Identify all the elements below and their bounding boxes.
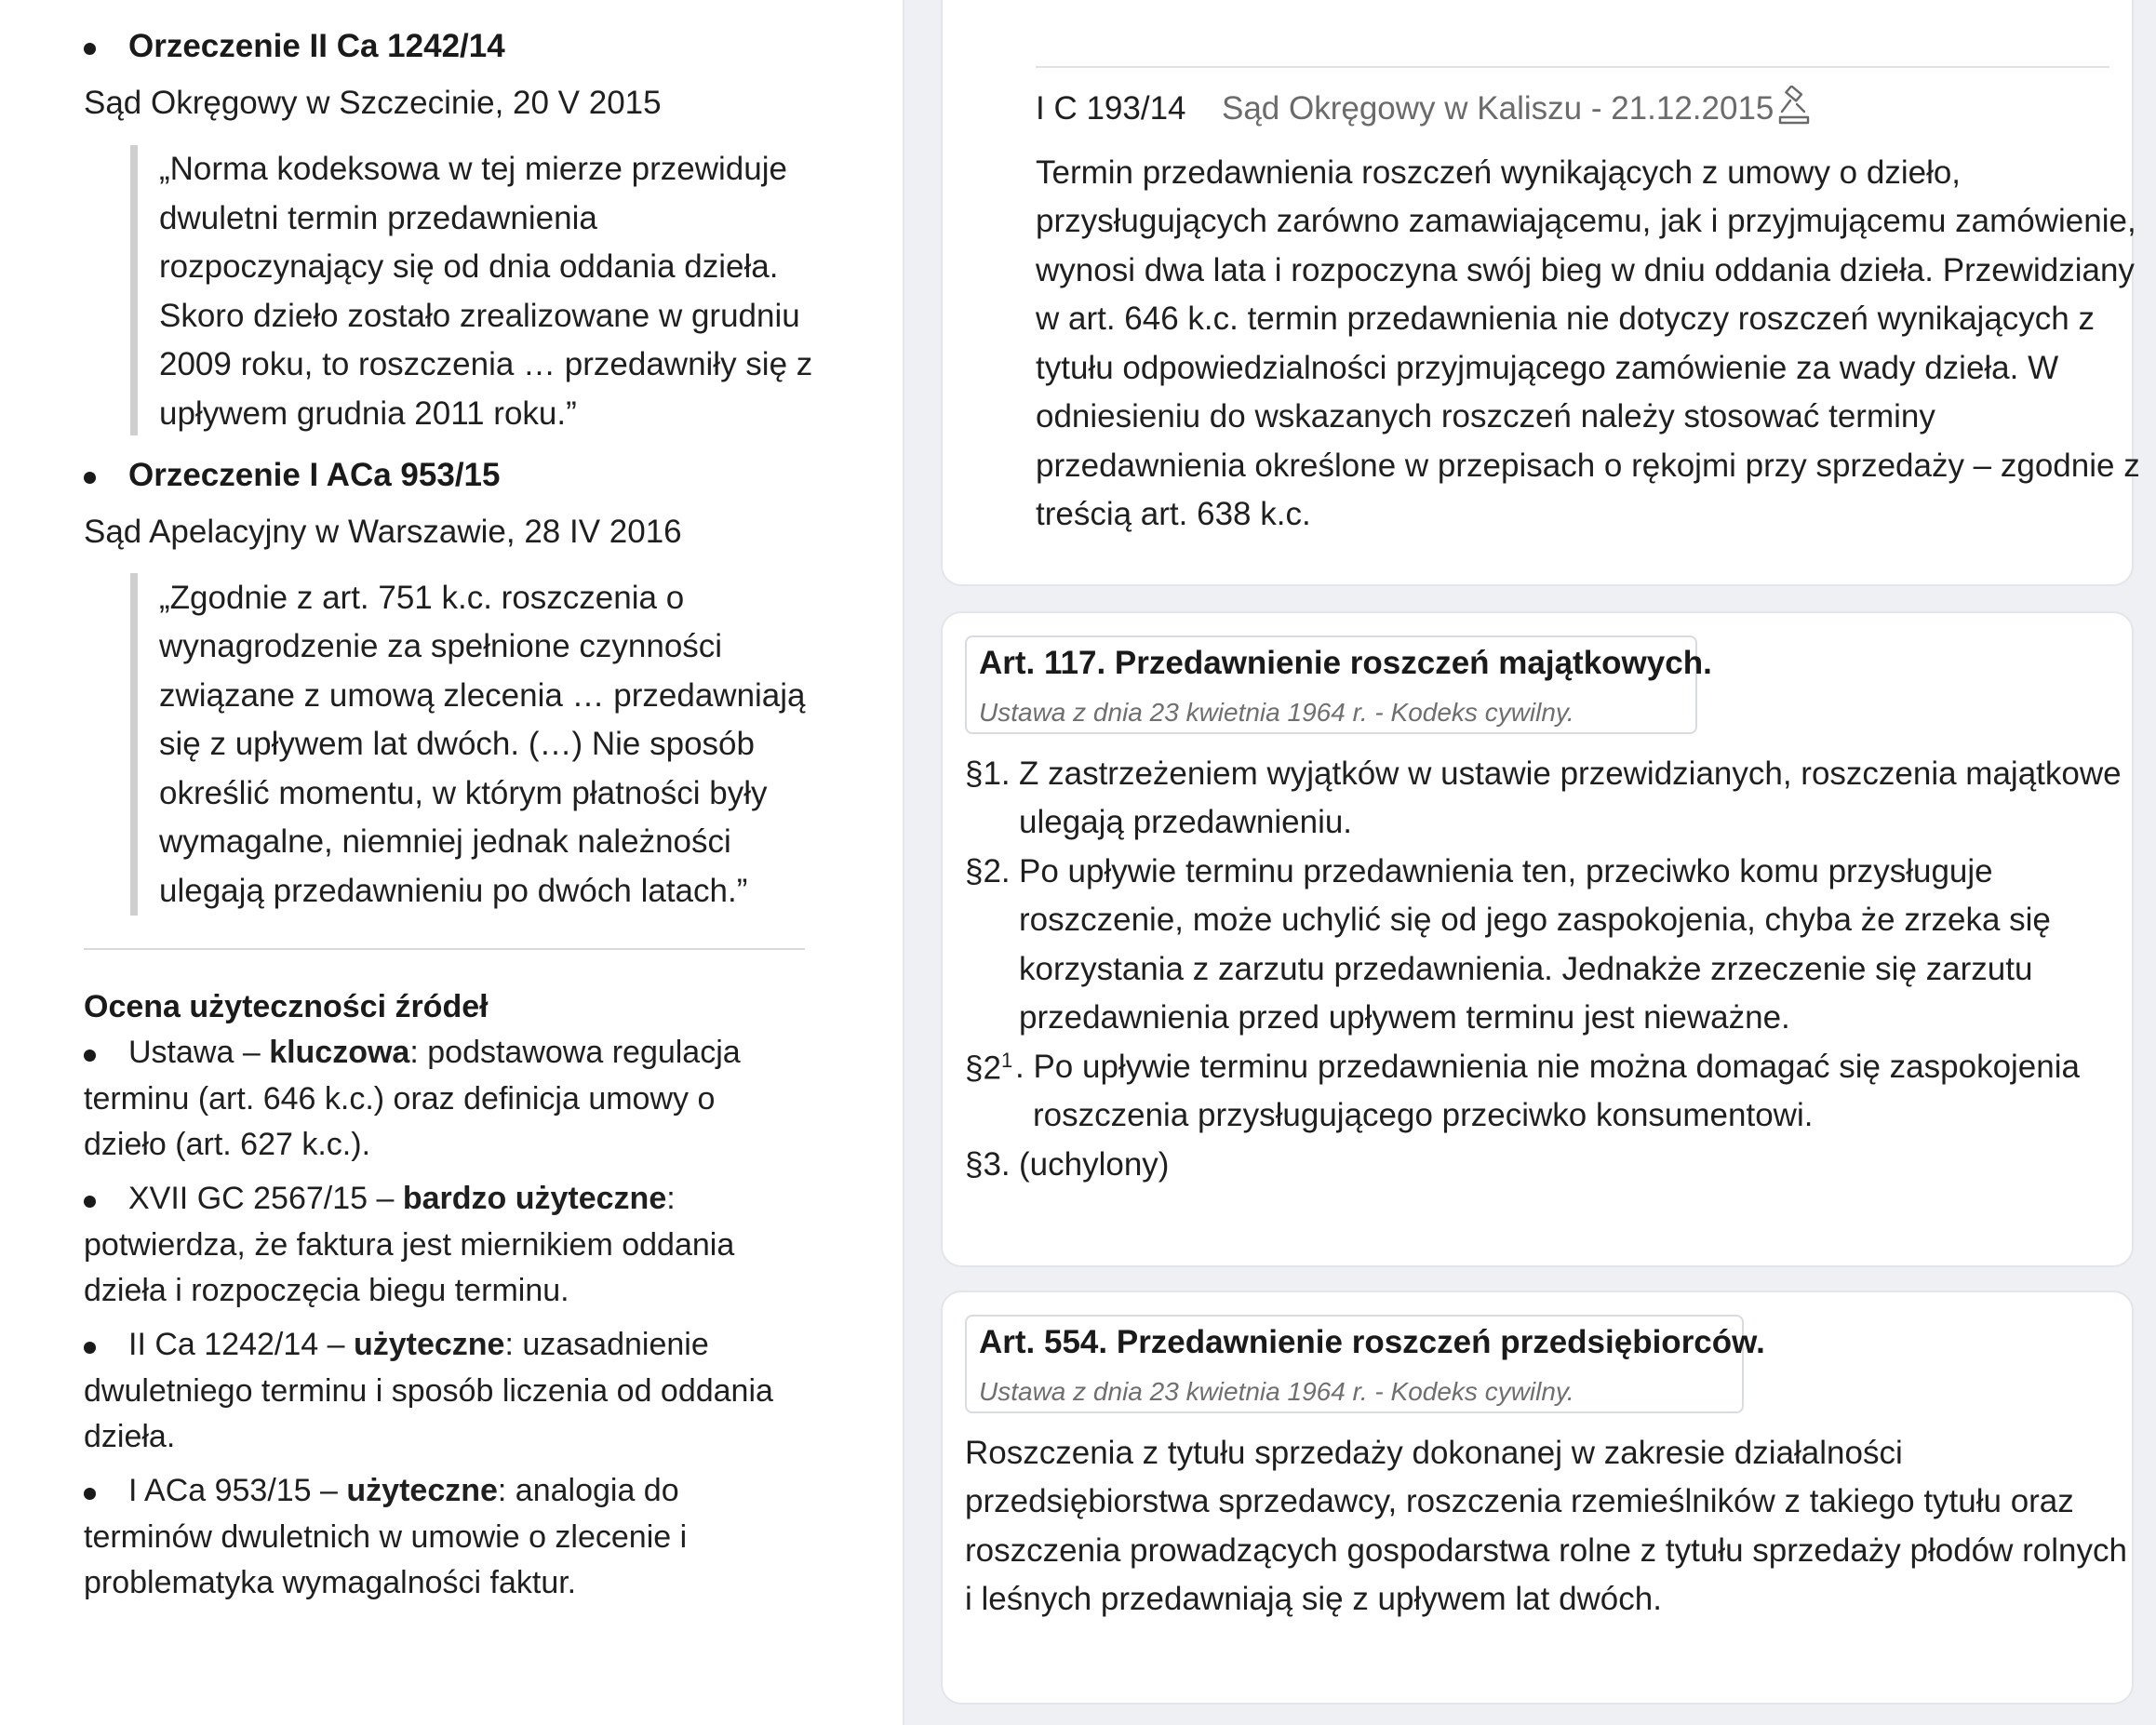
evaluation-item-first-line: Ustawa – kluczowa: podstawowa regulacja bbox=[128, 1035, 741, 1070]
paragraph-line: korzystania z zarzutu przedawnienia. Jednakże zrzeczenie się zarzutu bbox=[1019, 951, 2033, 987]
quote-bar bbox=[130, 573, 138, 916]
paragraph-line: Z zastrzeżeniem wyjątków w ustawie przewidzianych, roszczenia majątkowe bbox=[1019, 756, 2122, 792]
ruling-text-line: treścią art. 638 k.c. bbox=[1036, 496, 1311, 532]
evaluation-item-first-line: XVII GC 2567/15 – bardzo użyteczne: bbox=[128, 1181, 676, 1216]
quote-line: „Zgodnie z art. 751 k.c. roszczenia o bbox=[159, 580, 685, 616]
bullet-icon bbox=[84, 472, 96, 484]
quote-line: się z upływem lat dwóch. (…) Nie sposób bbox=[159, 726, 755, 762]
ruling-text-line: przysługujących zarówno zamawiającemu, jak i przyjmującemu zamówienie, bbox=[1036, 203, 2136, 239]
paragraph-line: ulegają przedawnieniu. bbox=[1019, 804, 1353, 840]
bullet-icon bbox=[84, 43, 96, 55]
ruling-text-line: wynosi dwa lata i rozpoczyna swój bieg w dniu oddania dzieła. Przewidziany bbox=[1036, 252, 2135, 288]
quote-line: wymagalne, niemniej jednak należności bbox=[159, 823, 731, 860]
ruling-text-line: Termin przedawnienia roszczeń wynikających z umowy o dzieło, bbox=[1036, 154, 1962, 191]
quote-line: dwuletni termin przedawnienia bbox=[159, 200, 597, 236]
quote-line: określić momentu, w którym płatności były bbox=[159, 775, 768, 811]
quote-line: „Norma kodeksowa w tej mierze przewiduje bbox=[159, 151, 787, 187]
ruling-title: Orzeczenie I ACa 953/15 bbox=[128, 457, 501, 493]
quote-line: rozpoczynający się od dnia oddania dzieła. bbox=[159, 248, 779, 285]
evaluation-item-line: dzieło (art. 627 k.c.). bbox=[84, 1127, 371, 1162]
paragraph-line: . Po upływie terminu przedawnienia nie można domagać się zaspokojenia bbox=[1015, 1049, 2080, 1085]
article-source: Ustawa z dnia 23 kwietnia 1964 r. - Kodeks cywilny. bbox=[979, 698, 1574, 727]
bullet-icon bbox=[84, 1342, 96, 1354]
card-divider bbox=[1036, 66, 2109, 68]
article-text-line: przedsiębiorstwa sprzedawcy, roszczenia rzemieślników z takiego tytułu oraz bbox=[965, 1483, 2074, 1519]
evaluation-item-line: dwuletniego terminu i sposób liczenia od oddania bbox=[84, 1373, 773, 1409]
ruling-text-line: tytułu odpowiedzialności przyjmującego zamówienie za wady dzieła. W bbox=[1036, 350, 2059, 386]
article-source: Ustawa z dnia 23 kwietnia 1964 r. - Kodeks cywilny. bbox=[979, 1377, 1574, 1406]
article-text-line: i leśnych przedawniają się z upływem lat dwóch. bbox=[965, 1581, 1662, 1617]
evaluation-item-line: dzieła. bbox=[84, 1419, 176, 1454]
evaluation-heading: Ocena użyteczności źródeł bbox=[84, 989, 489, 1024]
gavel-icon[interactable] bbox=[1774, 86, 1814, 127]
article-title[interactable]: Art. 117. Przedawnienie roszczeń majątkowych. bbox=[979, 645, 1712, 681]
evaluation-item-line: potwierdza, że faktura jest miernikiem oddania bbox=[84, 1227, 735, 1263]
bullet-icon bbox=[84, 1050, 96, 1062]
paragraph-line: roszczenie, może uchylić się od jego zaspokojenia, chyba że zrzeka się bbox=[1019, 902, 2051, 938]
ruling-court: Sąd Apelacyjny w Warszawie, 28 IV 2016 bbox=[84, 514, 682, 550]
left-answer-panel bbox=[0, 0, 903, 1725]
paragraph-line: (uchylony) bbox=[1019, 1146, 1170, 1183]
paragraph-mark: $\S 2^1$ bbox=[965, 1049, 1013, 1087]
paragraph-mark: §1. bbox=[965, 756, 1011, 792]
evaluation-item-line: terminów dwuletnich w umowie o zlecenie i bbox=[84, 1519, 688, 1555]
article-title[interactable]: Art. 554. Przedawnienie roszczeń przedsiębiorców. bbox=[979, 1324, 1765, 1360]
quote-bar bbox=[130, 145, 138, 435]
article-text-line: roszczenia prowadzących gospodarstwa rolne z tytułu sprzedaży płodów rolnych bbox=[965, 1532, 2127, 1569]
ruling-text-line: przedawnienia określone w przepisach o rękojmi przy sprzedaży – zgodnie z bbox=[1036, 448, 2140, 484]
paragraph-line: przedawnienia przed upływem terminu jest nieważne. bbox=[1019, 999, 1790, 1036]
ruling-text-line: odniesieniu do wskazanych roszczeń należy stosować terminy bbox=[1036, 398, 1935, 435]
paragraph-mark: §2. bbox=[965, 853, 1011, 889]
article-text-line: Roszczenia z tytułu sprzedaży dokonanej w zakresie działalności bbox=[965, 1435, 1903, 1471]
quote-line: wynagrodzenie za spełnione czynności bbox=[159, 628, 723, 664]
evaluation-item-first-line: I ACa 953/15 – użyteczne: analogia do bbox=[128, 1473, 679, 1508]
quote-line: upływem grudnia 2011 roku.” bbox=[159, 395, 577, 432]
ruling-text-line: w art. 646 k.c. termin przedawnienia nie dotyczy roszczeń wynikających z bbox=[1036, 301, 2095, 337]
evaluation-item-line: terminu (art. 646 k.c.) oraz definicja umowy o bbox=[84, 1081, 716, 1117]
paragraph-line: Po upływie terminu przedawnienia ten, przeciwko komu przysługuje bbox=[1019, 853, 1993, 889]
ruling-court-date: Sąd Okręgowy w Kaliszu - 21.12.2015 bbox=[1222, 90, 1774, 127]
ruling-signature[interactable]: I C 193/14 bbox=[1036, 90, 1186, 127]
paragraph-mark: §3. bbox=[965, 1146, 1011, 1183]
bullet-icon bbox=[84, 1488, 96, 1500]
ruling-court: Sąd Okręgowy w Szczecinie, 20 V 2015 bbox=[84, 85, 662, 121]
evaluation-item-first-line: II Ca 1242/14 – użyteczne: uzasadnienie bbox=[128, 1327, 709, 1362]
section-divider bbox=[84, 948, 805, 950]
bullet-icon bbox=[84, 1196, 96, 1208]
quote-line: 2009 roku, to roszczenia … przedawniły się z bbox=[159, 346, 813, 382]
ruling-title: Orzeczenie II Ca 1242/14 bbox=[128, 28, 505, 64]
quote-line: ulegają przedawnieniu po dwóch latach.” bbox=[159, 873, 748, 909]
evaluation-item-line: dzieła i rozpoczęcia biegu terminu. bbox=[84, 1273, 569, 1308]
quote-line: związane z umową zlecenia … przedawniają bbox=[159, 677, 806, 714]
quote-line: Skoro dzieło zostało zrealizowane w grudniu bbox=[159, 298, 800, 334]
paragraph-line: roszczenia przysługującego przeciwko konsumentowi. bbox=[1033, 1097, 1814, 1133]
evaluation-item-line: problematyka wymagalności faktur. bbox=[84, 1565, 577, 1600]
